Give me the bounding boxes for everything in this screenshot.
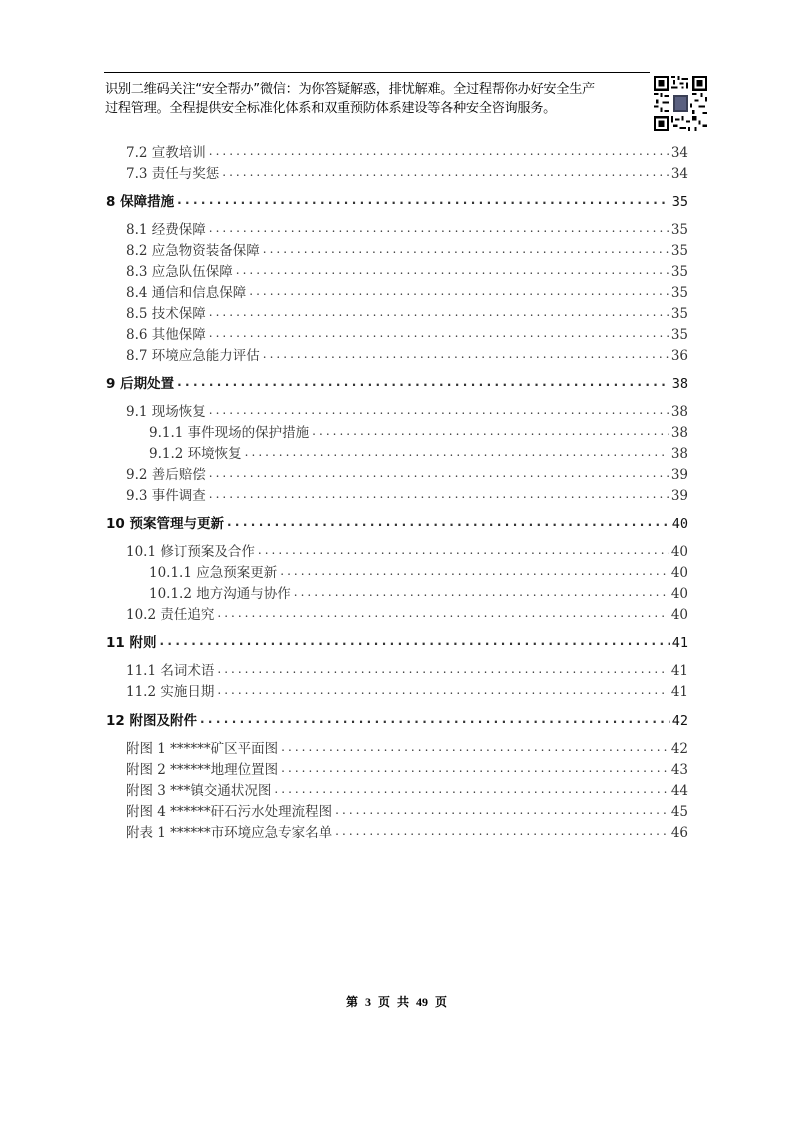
dot-leader <box>294 583 669 601</box>
toc-section-entry[interactable] <box>126 780 688 800</box>
toc-entry-label: 9.2 善后赔偿 <box>126 467 206 483</box>
toc-entry-page-number: 38 <box>670 425 688 441</box>
toc-section-entry[interactable] <box>126 759 688 779</box>
toc-entry-page-number: 35 <box>671 194 688 210</box>
toc-entry-label: 8.4 通信和信息保障 <box>126 285 247 301</box>
toc-entry-page-number: 35 <box>670 327 688 343</box>
toc-section-entry[interactable] <box>126 738 688 758</box>
dot-leader <box>200 710 670 728</box>
toc-entry-page-number: 38 <box>670 404 688 420</box>
dot-leader <box>312 422 669 440</box>
toc-entry-page-number: 38 <box>670 446 688 462</box>
dot-leader <box>222 163 669 181</box>
toc-entry-label: 11.1 名词术语 <box>126 663 215 679</box>
dot-leader <box>258 541 669 559</box>
toc-entry-label: 10.2 责任追究 <box>126 607 215 623</box>
toc-entry-label: 9.1.2 环境恢复 <box>149 446 242 462</box>
dot-leader <box>217 681 668 699</box>
toc-section-entry[interactable] <box>126 660 688 680</box>
toc-entry-page-number: 45 <box>670 804 688 820</box>
toc-section-entry[interactable] <box>126 485 688 505</box>
toc-section-entry[interactable] <box>126 324 688 344</box>
toc-section-entry[interactable] <box>126 163 688 183</box>
toc-entry-page-number: 41 <box>670 684 688 700</box>
toc-entry-page-number: 39 <box>670 467 688 483</box>
toc-entry-label: 附图 4 ******矸石污水处理流程图 <box>126 804 333 820</box>
dot-leader <box>245 443 669 461</box>
dot-leader <box>236 261 669 279</box>
toc-entry-label: 8.7 环境应急能力评估 <box>126 348 260 364</box>
promo-line-1: 识别二维码关注“安全帮办”微信：为你答疑解惑，排忧解难。全过程帮你办好安全生产 <box>105 82 595 97</box>
toc-chapter-entry[interactable] <box>106 373 688 393</box>
dot-leader <box>209 219 669 237</box>
dot-leader <box>280 562 669 580</box>
dot-leader <box>263 345 669 363</box>
dot-leader <box>209 324 669 342</box>
toc-chapter-entry[interactable] <box>106 191 688 211</box>
dot-leader <box>209 401 669 419</box>
toc-entry-page-number: 44 <box>670 783 688 799</box>
toc-entry-label: 8.2 应急物资装备保障 <box>126 243 260 259</box>
promo-line-2: 过程管理。全程提供安全标准化体系和双重预防体系建设等各种安全咨询服务。 <box>105 101 557 116</box>
dot-leader <box>249 282 669 300</box>
dot-leader <box>335 822 669 840</box>
toc-entry-label: 附图 1 ******矿区平面图 <box>126 741 279 757</box>
toc-entry-label: 8.1 经费保障 <box>126 222 206 238</box>
toc-entry-page-number: 35 <box>670 243 688 259</box>
toc-entry-page-number: 42 <box>671 713 688 729</box>
toc-section-entry[interactable] <box>126 541 688 561</box>
dot-leader <box>227 513 670 531</box>
toc-entry-page-number: 35 <box>670 222 688 238</box>
toc-entry-page-number: 40 <box>670 565 688 581</box>
toc-entry-page-number: 41 <box>671 635 688 651</box>
qr-code-icon <box>654 76 707 131</box>
toc-subsubsection-entry[interactable] <box>149 562 688 582</box>
toc-entry-label: 9.1 现场恢复 <box>126 404 206 420</box>
dot-leader <box>274 780 668 798</box>
dot-leader <box>177 191 670 209</box>
toc-entry-page-number: 42 <box>670 741 688 757</box>
toc-subsubsection-entry[interactable] <box>149 443 688 463</box>
dot-leader <box>217 604 668 622</box>
toc-section-entry[interactable] <box>126 261 688 281</box>
toc-entry-label: 7.2 宣教培训 <box>126 145 206 161</box>
toc-section-entry[interactable] <box>126 822 688 842</box>
toc-entry-label: 12 附图及附件 <box>106 713 197 729</box>
dot-leader <box>281 738 669 756</box>
toc-subsubsection-entry[interactable] <box>149 422 688 442</box>
dot-leader <box>335 801 669 819</box>
toc-entry-label: 7.3 责任与奖惩 <box>126 166 220 182</box>
toc-chapter-entry[interactable] <box>106 710 688 730</box>
dot-leader <box>281 759 669 777</box>
toc-entry-page-number: 40 <box>670 607 688 623</box>
toc-entry-label: 10.1 修订预案及合作 <box>126 544 255 560</box>
toc-entry-label: 9 后期处置 <box>106 376 175 392</box>
toc-entry-label: 8.6 其他保障 <box>126 327 206 343</box>
toc-section-entry[interactable] <box>126 345 688 365</box>
toc-entry-page-number: 35 <box>670 285 688 301</box>
toc-subsubsection-entry[interactable] <box>149 583 688 603</box>
toc-entry-page-number: 35 <box>670 306 688 322</box>
dot-leader <box>263 240 669 258</box>
toc-section-entry[interactable] <box>126 401 688 421</box>
toc-entry-label: 附图 2 ******地理位置图 <box>126 762 279 778</box>
toc-chapter-entry[interactable] <box>106 513 688 533</box>
toc-entry-page-number: 40 <box>670 544 688 560</box>
toc-entry-page-number: 40 <box>670 586 688 602</box>
toc-entry-label: 10.1.2 地方沟通与协作 <box>149 586 291 602</box>
toc-section-entry[interactable] <box>126 303 688 323</box>
toc-section-entry[interactable] <box>126 142 688 162</box>
header-promo <box>105 80 645 118</box>
toc-entry-label: 11.2 实施日期 <box>126 684 215 700</box>
toc-entry-label: 9.1.1 事件现场的保护措施 <box>149 425 310 441</box>
toc-entry-page-number: 38 <box>671 376 688 392</box>
toc-entry-label: 8 保障措施 <box>106 194 175 210</box>
toc-entry-label: 8.3 应急队伍保障 <box>126 264 233 280</box>
toc-entry-page-number: 34 <box>670 166 688 182</box>
toc-section-entry[interactable] <box>126 219 688 239</box>
dot-leader <box>209 464 669 482</box>
toc-section-entry[interactable] <box>126 801 688 821</box>
toc-entry-label: 10 预案管理与更新 <box>106 516 224 532</box>
toc-entry-page-number: 34 <box>670 145 688 161</box>
toc-entry-page-number: 40 <box>671 516 688 532</box>
toc-section-entry[interactable] <box>126 464 688 484</box>
toc-section-entry[interactable] <box>126 240 688 260</box>
toc-entry-page-number: 35 <box>670 264 688 280</box>
dot-leader <box>209 485 669 503</box>
toc-section-entry[interactable] <box>126 604 688 624</box>
page-footer: 第 3 页 共 49 页 <box>345 995 447 1009</box>
toc-entry-label: 附图 3 ***镇交通状况图 <box>126 783 272 799</box>
toc-section-entry[interactable] <box>126 282 688 302</box>
dot-leader <box>177 373 670 391</box>
dot-leader <box>160 632 670 650</box>
toc-entry-label: 10.1.1 应急预案更新 <box>149 565 278 581</box>
dot-leader <box>209 303 669 321</box>
toc-chapter-entry[interactable] <box>106 632 688 652</box>
toc-entry-label: 附表 1 ******市环境应急专家名单 <box>126 825 333 841</box>
toc-entry-label: 11 附则 <box>106 635 157 651</box>
dot-leader <box>209 142 669 160</box>
toc-entry-page-number: 36 <box>670 348 688 364</box>
toc-entry-label: 8.5 技术保障 <box>126 306 206 322</box>
dot-leader <box>217 660 668 678</box>
toc-entry-label: 9.3 事件调查 <box>126 488 206 504</box>
toc-entry-page-number: 39 <box>670 488 688 504</box>
toc-section-entry[interactable] <box>126 681 688 701</box>
toc-entry-page-number: 43 <box>670 762 688 778</box>
toc-entry-page-number: 41 <box>670 663 688 679</box>
header-rule <box>104 72 650 73</box>
toc-entry-page-number: 46 <box>670 825 688 841</box>
